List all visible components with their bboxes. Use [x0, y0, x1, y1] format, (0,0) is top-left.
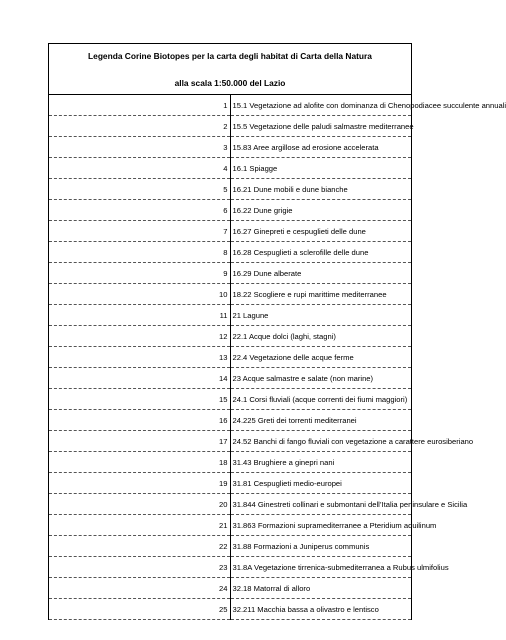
table-row — [49, 116, 412, 137]
habitat-label: 31.8A Vegetazione tirrenica-submediterranea a Rubus ulmifolius — [230, 557, 412, 578]
table-row — [49, 557, 412, 578]
table-row — [49, 347, 412, 368]
row-number: 7 — [49, 221, 231, 242]
table-row — [49, 200, 412, 221]
table-row — [49, 410, 412, 431]
row-number: 13 — [49, 347, 231, 368]
habitat-label: 16.21 Dune mobili e dune bianche — [230, 179, 412, 200]
row-number: 19 — [49, 473, 231, 494]
table-row — [49, 137, 412, 158]
habitat-label: 31.863 Formazioni supramediterranee a Pteridium aquilinum — [230, 515, 412, 536]
table-row — [49, 326, 412, 347]
row-number: 16 — [49, 410, 231, 431]
table-row — [49, 536, 412, 557]
table-row — [49, 95, 412, 116]
table-row — [49, 494, 412, 515]
table-row — [49, 242, 412, 263]
row-number: 17 — [49, 431, 231, 452]
habitat-label: 16.22 Dune grigie — [230, 200, 412, 221]
row-number: 11 — [49, 305, 231, 326]
habitat-label: 22.1 Acque dolci (laghi, stagni) — [230, 326, 412, 347]
habitat-label: 21 Lagune — [230, 305, 412, 326]
row-number: 10 — [49, 284, 231, 305]
table-row — [49, 473, 412, 494]
row-number: 12 — [49, 326, 231, 347]
row-number: 25 — [49, 599, 231, 620]
habitat-label: 23 Acque salmastre e salate (non marine) — [230, 368, 412, 389]
row-number: 2 — [49, 116, 231, 137]
table-title — [49, 44, 412, 95]
habitat-label: 24.225 Greti dei torrenti mediterranei — [230, 410, 412, 431]
habitat-label: 16.28 Cespuglieti a sclerofille delle dune — [230, 242, 412, 263]
row-number: 24 — [49, 578, 231, 599]
row-number: 18 — [49, 452, 231, 473]
row-number: 6 — [49, 200, 231, 221]
row-number: 20 — [49, 494, 231, 515]
row-number: 14 — [49, 368, 231, 389]
habitat-label: 31.88 Formazioni a Juniperus communis — [230, 536, 412, 557]
row-number: 22 — [49, 536, 231, 557]
table-row — [49, 578, 412, 599]
legend-table — [48, 43, 506, 620]
habitat-label: 15.1 Vegetazione ad alofite con dominanza di Chenopodiacee succulente annuali — [230, 95, 412, 116]
table-row — [49, 452, 412, 473]
table-row — [49, 389, 412, 410]
table-row — [49, 158, 412, 179]
habitat-label: 32.211 Macchia bassa a olivastro e lentisco — [230, 599, 412, 620]
row-number: 15 — [49, 389, 231, 410]
row-number: 4 — [49, 158, 231, 179]
table-row — [49, 368, 412, 389]
row-number: 8 — [49, 242, 231, 263]
row-number: 3 — [49, 137, 231, 158]
habitat-label: 31.43 Brughiere a ginepri nani — [230, 452, 412, 473]
table-row — [49, 305, 412, 326]
habitat-label: 16.29 Dune alberate — [230, 263, 412, 284]
table-row — [49, 284, 412, 305]
table-row — [49, 431, 412, 452]
table-row — [49, 221, 412, 242]
habitat-label: 22.4 Vegetazione delle acque ferme — [230, 347, 412, 368]
habitat-label: 15.83 Aree argillose ad erosione accelerata — [230, 137, 412, 158]
table-row — [49, 599, 412, 620]
row-number: 9 — [49, 263, 231, 284]
habitat-label: 18.22 Scogliere e rupi marittime mediterranee — [230, 284, 412, 305]
title-line-1: Legenda Corine Biotopes per la carta degli habitat di Carta della Natura — [88, 50, 372, 61]
table-header-row — [49, 44, 412, 95]
habitat-label: 31.81 Cespuglieti medio-europei — [230, 473, 412, 494]
row-number: 1 — [49, 95, 231, 116]
habitat-label: 32.18 Matorral di alloro — [230, 578, 412, 599]
row-number: 23 — [49, 557, 231, 578]
title-line-2: alla scala 1:50.000 del Lazio — [174, 77, 286, 88]
habitat-label: 24.52 Banchi di fango fluviali con vegetazione a carattere eurosiberiano — [230, 431, 412, 452]
row-number: 5 — [49, 179, 231, 200]
habitat-label: 16.27 Ginepreti e cespuglieti delle dune — [230, 221, 412, 242]
table-row — [49, 515, 412, 536]
habitat-label: 16.1 Spiagge — [230, 158, 412, 179]
table-row — [49, 179, 412, 200]
habitat-label: 15.5 Vegetazione delle paludi salmastre mediterranee — [230, 116, 412, 137]
habitat-label: 31.844 Ginestreti collinari e submontani dell’Italia peninsulare e Sicilia — [230, 494, 412, 515]
habitat-label: 24.1 Corsi fluviali (acque correnti dei fiumi maggiori) — [230, 389, 412, 410]
row-number: 21 — [49, 515, 231, 536]
table-row — [49, 263, 412, 284]
